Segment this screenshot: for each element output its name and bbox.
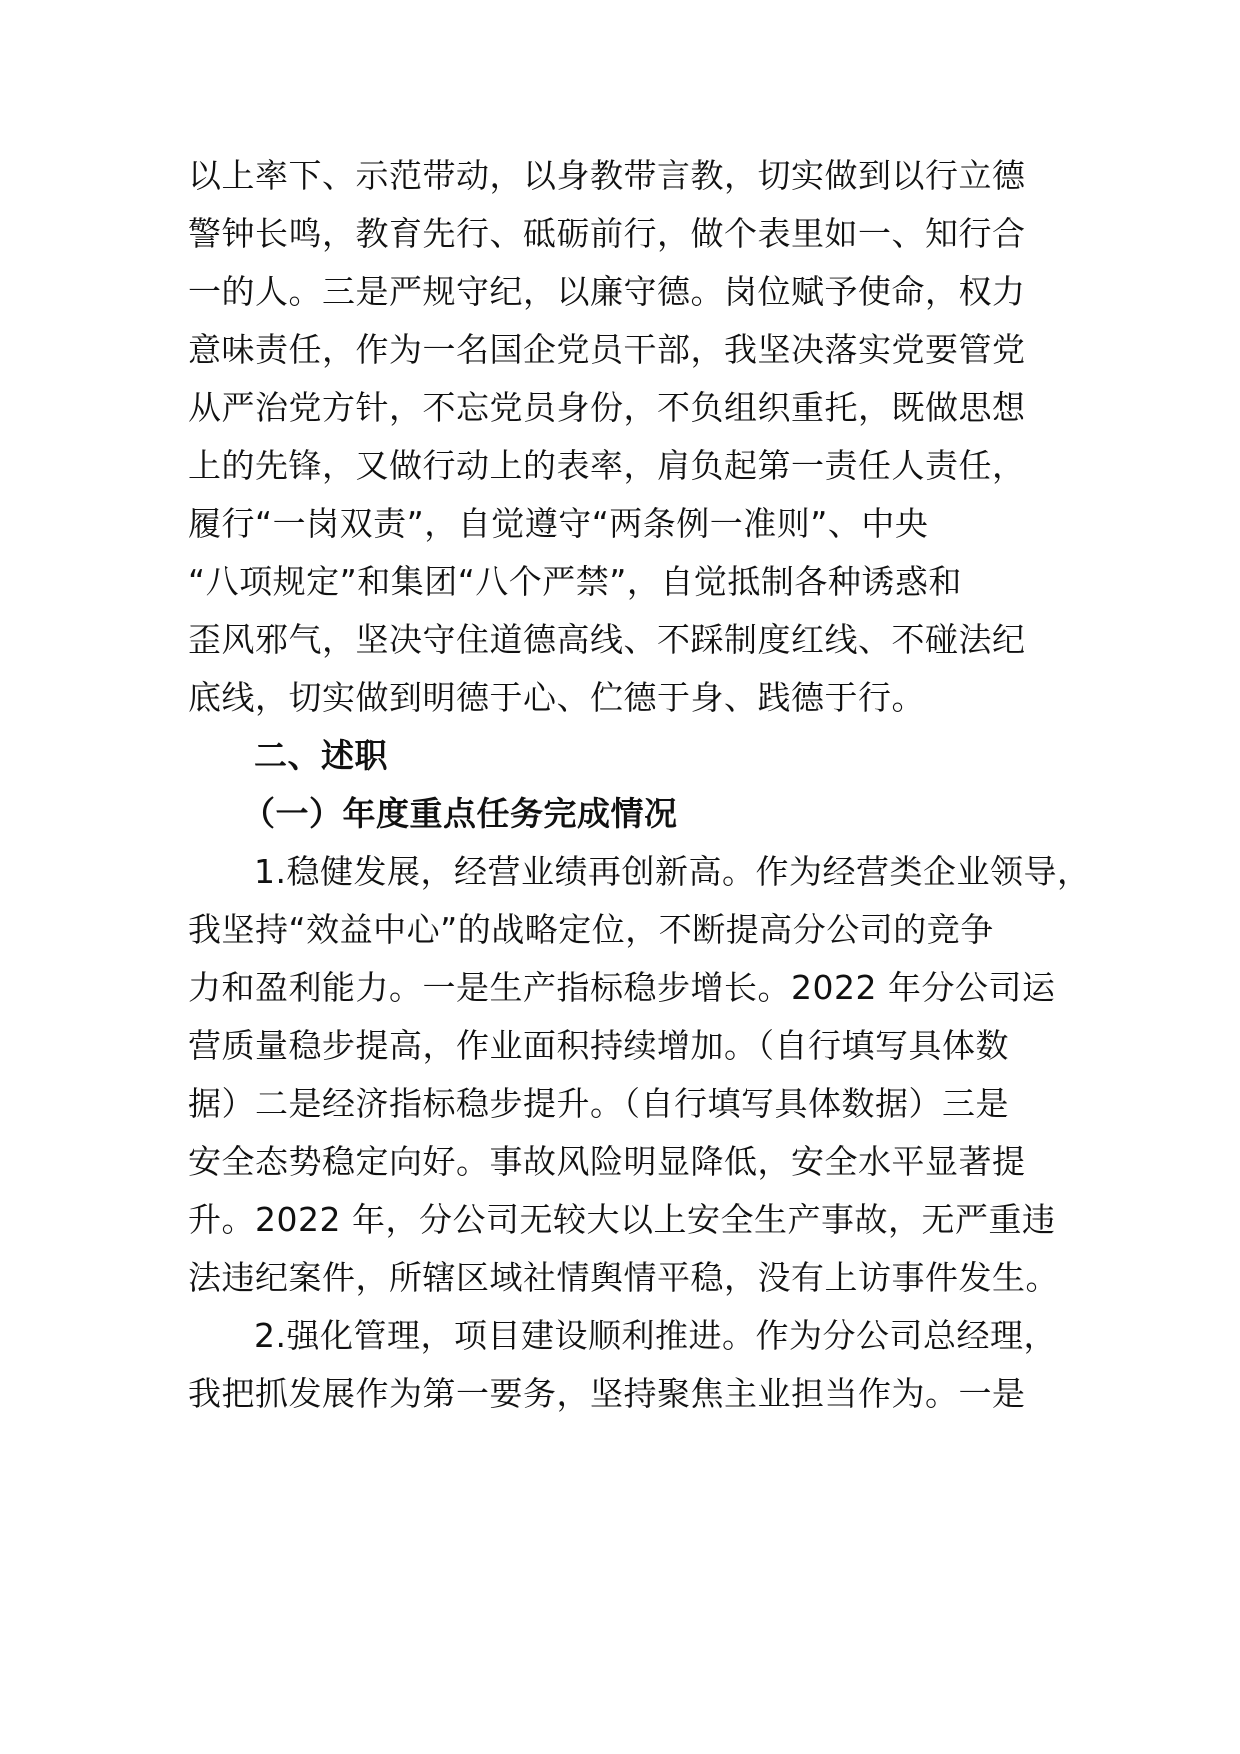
body-text-line: 升。2022 年，分公司无较大以上安全生产事故，无严重违 [188,1200,1056,1239]
body-text-line: 营质量稳步提高，作业面积持续增加。（自行填写具体数 [188,1026,1009,1065]
body-text-line: 履行“一岗双责”，自觉遵守“两条例一准则”、中央 [188,504,929,543]
body-text-line: 法违纪案件，所辖区域社情舆情平稳，没有上访事件发生。 [188,1258,1059,1297]
body-text-line: 我坚持“效益中心”的战略定位，不断提高分公司的竞争 [188,910,994,949]
body-text-line: 从严治党方针，不忘党员身份，不负组织重托，既做思想 [188,388,1026,427]
body-text-line: “八项规定”和集团“八个严禁”，自觉抵制各种诱惑和 [188,562,962,601]
body-text-line: 以上率下、示范带动，以身教带言教，切实做到以行立德 [188,156,1026,195]
paragraph-first-line: 2.强化管理，项目建设顺利推进。作为分公司总经理， [254,1316,1057,1355]
body-text-line: 安全态势稳定向好。事故风险明显降低，安全水平显著提 [188,1142,1026,1181]
body-text-line: 歪风邪气，坚决守住道德高线、不踩制度红线、不碰法纪 [188,620,1026,659]
body-text-line: 底线，切实做到明德于心、伫德于身、践德于行。 [188,678,925,717]
body-text-line: 一的人。三是严规守纪，以廉守德。岗位赋予使命，权力 [188,272,1026,311]
body-text-line: 上的先锋，又做行动上的表率，肩负起第一责任人责任， [188,446,1026,485]
body-text-line: 据）二是经济指标稳步提升。（自行填写具体数据）三是 [188,1084,1009,1123]
paragraph-first-line: 1.稳健发展，经营业绩再创新高。作为经营类企业领导， [254,852,1091,891]
body-text-line: 力和盈利能力。一是生产指标稳步增长。2022 年分公司运 [188,968,1056,1007]
body-text-line: 意味责任，作为一名国企党员干部，我坚决落实党要管党 [188,330,1026,369]
body-text-line: 我把抓发展作为第一要务，坚持聚焦主业担当作为。一是 [188,1374,1026,1413]
body-text-line: 警钟长鸣，教育先行、砥砺前行，做个表里如一、知行合 [188,214,1026,253]
subsection-heading: （一）年度重点任务完成情况 [242,794,678,833]
section-heading: 二、述职 [254,736,388,775]
